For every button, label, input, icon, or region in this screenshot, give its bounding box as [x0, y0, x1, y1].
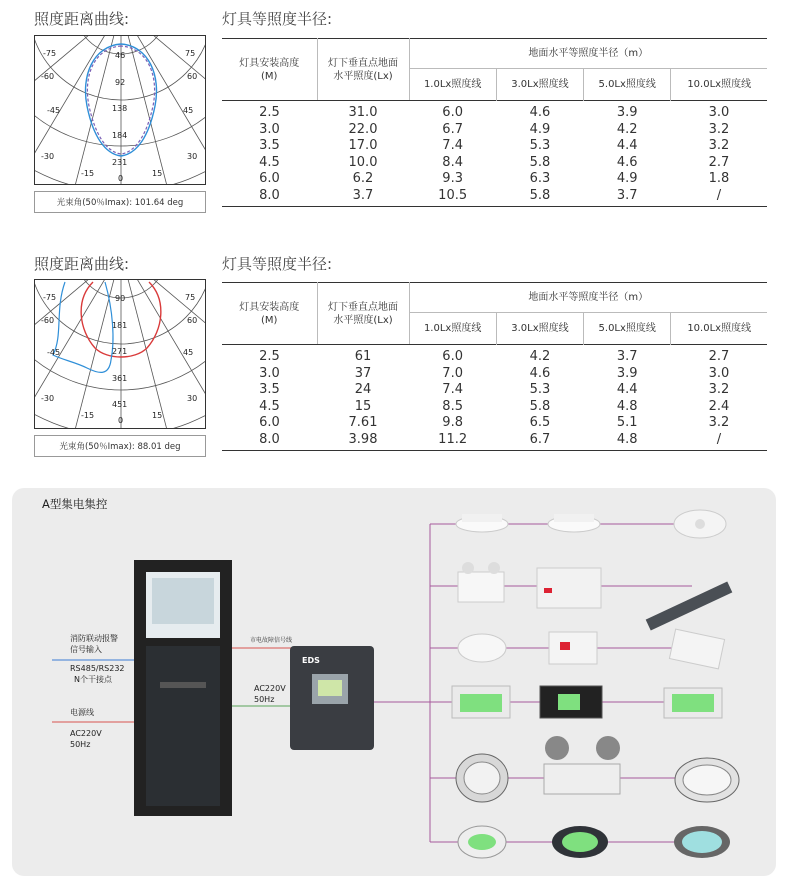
table-cell: 2.4 — [708, 398, 730, 414]
table-cell: 9.8 — [442, 415, 463, 430]
table-cell: 4.5 — [259, 398, 280, 414]
ac-label-1a: AC220V — [70, 729, 102, 738]
table-cell: 2.5 — [259, 349, 280, 364]
table-cell: 6.3 — [529, 171, 551, 186]
polar-label-right-30: 30 — [187, 394, 198, 403]
table-cell: 2.5 — [259, 105, 280, 120]
table-cell: 4.2 — [529, 349, 551, 364]
table-cell: 3.0 — [708, 365, 730, 381]
header-1lx: 1.0Lx照度线 — [409, 313, 496, 345]
polar-bottom-right: 15 — [152, 169, 163, 178]
polar-chart — [34, 279, 206, 429]
table-row — [222, 101, 767, 122]
photometric-section-1 — [0, 0, 790, 230]
table-cell: 9.3 — [442, 171, 463, 186]
table-cell: 10.0 — [348, 154, 378, 170]
polar-label-right-75: 75 — [185, 293, 196, 302]
table-cell: 3.5 — [259, 138, 280, 153]
table-row — [222, 188, 767, 207]
table-cell: / — [716, 431, 722, 447]
polar-ring-1: 46 — [115, 51, 126, 60]
polar-ring-3: 138 — [112, 104, 128, 113]
table-row — [222, 171, 767, 188]
table-cell: 8.0 — [259, 187, 280, 203]
mains-signal-label: 市电故障信号线 — [250, 637, 293, 644]
table-cell: 2.7 — [708, 349, 730, 364]
polar-label-left-60: -60 — [41, 316, 55, 325]
polar-label-right-45: 45 — [183, 106, 194, 115]
header-height: 灯具安装高度(M) — [222, 39, 317, 101]
polar-label-right-45: 45 — [183, 348, 194, 357]
polar-bottom-center: 0 — [118, 174, 124, 183]
table-cell: 3.9 — [616, 105, 638, 120]
wiring-svg — [12, 488, 776, 876]
table-row — [222, 155, 767, 172]
rs485-label-2: N个干接点 — [74, 675, 112, 684]
polar-label-left-30: -30 — [41, 152, 55, 161]
table-cell: 5.8 — [529, 398, 551, 414]
table-cell: 6.7 — [529, 431, 551, 447]
fire-link-label-1: 消防联动报警 — [70, 634, 118, 643]
polar-label-left-75: -75 — [43, 49, 57, 58]
table-cell: 4.6 — [616, 154, 638, 170]
table-cell: 4.5 — [259, 154, 280, 170]
table-cell: 3.2 — [708, 382, 730, 397]
table-cell: 6.5 — [529, 415, 551, 430]
illuminance-table — [222, 282, 767, 451]
beam-angle: 光束角(50％Imax): 101.64 deg — [34, 191, 206, 213]
table-cell: 37 — [354, 365, 372, 381]
table-cell: 4.8 — [616, 398, 638, 414]
table-cell: 6.0 — [442, 349, 463, 364]
table-title: 灯具等照度半径: — [222, 10, 333, 28]
header-3lx: 3.0Lx照度线 — [496, 313, 583, 345]
table-row — [222, 382, 767, 399]
polar-title: 照度距离曲线: — [34, 10, 130, 28]
table-cell: 4.9 — [529, 121, 551, 137]
polar-bottom-left: -15 — [81, 411, 95, 420]
table-row — [222, 366, 767, 383]
table-cell: 6.2 — [352, 171, 374, 186]
table-cell: 7.0 — [442, 365, 463, 381]
table-cell: 6.7 — [442, 121, 463, 137]
table-cell: 3.7 — [616, 349, 638, 364]
polar-bottom-left: -15 — [81, 169, 95, 178]
table-title: 灯具等照度半径: — [222, 255, 333, 273]
table-cell: 5.3 — [529, 138, 551, 153]
table-row — [222, 345, 767, 366]
table-cell: 3.2 — [708, 121, 730, 137]
fire-link-label-2: 信号输入 — [70, 645, 102, 654]
table-cell: 3.2 — [708, 138, 730, 153]
table-cell: 4.4 — [616, 138, 638, 153]
illuminance-table — [222, 38, 767, 207]
polar-label-left-30: -30 — [41, 394, 55, 403]
polar-bottom-right: 15 — [152, 411, 163, 420]
table-cell: 3.7 — [616, 187, 638, 203]
header-radius-group: 地面水平等照度半径（m） — [409, 39, 767, 69]
table-cell: 31.0 — [348, 105, 378, 120]
table-cell: 6.0 — [259, 415, 280, 430]
table-cell: 3.0 — [259, 121, 280, 137]
power-line-label: 电源线 — [70, 708, 94, 717]
polar-label-left-60: -60 — [41, 72, 55, 81]
table-cell: 4.6 — [529, 105, 551, 120]
table-cell: 3.0 — [708, 105, 730, 120]
polar-label-left-45: -45 — [47, 106, 61, 115]
controller-brand: EDS — [302, 656, 320, 665]
table-cell: 22.0 — [348, 121, 378, 137]
table-cell: 8.0 — [259, 431, 280, 447]
header-5lx: 5.0Lx照度线 — [584, 69, 671, 101]
polar-label-left-75: -75 — [43, 293, 57, 302]
polar-label-right-75: 75 — [185, 49, 196, 58]
polar-label-right-60: 60 — [187, 72, 198, 81]
table-cell: 2.7 — [708, 154, 730, 170]
polar-label-left-45: -45 — [47, 348, 61, 357]
table-cell: 8.4 — [442, 154, 463, 170]
table-cell: 7.4 — [442, 382, 463, 397]
table-cell: 3.5 — [259, 382, 280, 397]
table-cell: 3.9 — [616, 365, 638, 381]
polar-ring-1: 90 — [115, 294, 126, 303]
table-row — [222, 399, 767, 416]
table-row — [222, 122, 767, 139]
table-cell: 3.98 — [348, 431, 378, 447]
header-3lx: 3.0Lx照度线 — [496, 69, 583, 101]
polar-label-right-30: 30 — [187, 152, 198, 161]
table-cell: 4.9 — [616, 171, 638, 186]
table-cell: 5.1 — [616, 415, 638, 430]
ac-label-1b: 50Hz — [70, 740, 91, 749]
table-cell: 10.5 — [438, 187, 468, 203]
polar-ring-3: 271 — [112, 347, 128, 356]
polar-bottom-center: 0 — [118, 416, 124, 425]
header-height: 灯具安装高度(M) — [222, 283, 317, 345]
table-cell: 4.4 — [616, 382, 638, 397]
table-cell: 4.6 — [529, 365, 551, 381]
header-10lx: 10.0Lx照度线 — [687, 79, 752, 90]
polar-ring-4: 184 — [112, 131, 128, 140]
polar-ring-5: 231 — [112, 158, 128, 167]
table-cell: 61 — [354, 349, 372, 364]
table-cell: 1.8 — [708, 171, 730, 186]
rs485-label-1: RS485/RS232 — [70, 664, 125, 673]
table-cell: 17.0 — [348, 138, 378, 153]
system-diagram — [12, 488, 776, 876]
table-cell: 24 — [354, 382, 372, 397]
table-body — [222, 101, 767, 207]
table-cell: 5.8 — [529, 154, 551, 170]
table-row — [222, 432, 767, 451]
diagram-title: A型集电集控 — [42, 497, 108, 511]
table-row — [222, 138, 767, 155]
table-body — [222, 345, 767, 451]
table-row — [222, 415, 767, 432]
header-radius-group: 地面水平等照度半径（m） — [409, 283, 767, 313]
table-cell: 4.8 — [616, 431, 638, 447]
polar-title: 照度距离曲线: — [34, 255, 130, 273]
table-cell: 6.0 — [259, 171, 280, 186]
header-10lx: 10.0Lx照度线 — [687, 323, 752, 334]
beam-angle: 光束角(50％Imax): 88.01 deg — [34, 435, 206, 457]
table-cell: 11.2 — [438, 431, 468, 447]
polar-ring-2: 92 — [115, 78, 126, 87]
table-cell: 5.8 — [529, 187, 551, 203]
table-cell: 4.2 — [616, 121, 638, 137]
ac-label-2b: 50Hz — [254, 695, 275, 704]
polar-ring-4: 361 — [112, 374, 128, 383]
header-vertical-illuminance: 灯下垂直点地面水平照度(Lx) — [317, 283, 409, 345]
photometric-section-2 — [0, 245, 790, 475]
header-5lx: 5.0Lx照度线 — [584, 313, 671, 345]
ac-label-2a: AC220V — [254, 684, 286, 693]
table-cell: 3.7 — [352, 187, 374, 203]
header-vertical-illuminance: 灯下垂直点地面水平照度(Lx) — [317, 39, 409, 101]
table-cell: 7.4 — [442, 138, 463, 153]
table-cell: / — [716, 187, 722, 203]
polar-label-right-60: 60 — [187, 316, 198, 325]
table-cell: 7.61 — [348, 415, 378, 430]
header-1lx: 1.0Lx照度线 — [409, 69, 496, 101]
table-cell: 3.2 — [708, 415, 730, 430]
polar-chart — [34, 35, 206, 185]
table-cell: 6.0 — [442, 105, 463, 120]
table-cell: 8.5 — [442, 398, 463, 414]
table-cell: 5.3 — [529, 382, 551, 397]
table-cell: 15 — [354, 398, 372, 414]
polar-ring-5: 451 — [112, 400, 128, 409]
polar-ring-2: 181 — [112, 321, 128, 330]
table-cell: 3.0 — [259, 365, 280, 381]
